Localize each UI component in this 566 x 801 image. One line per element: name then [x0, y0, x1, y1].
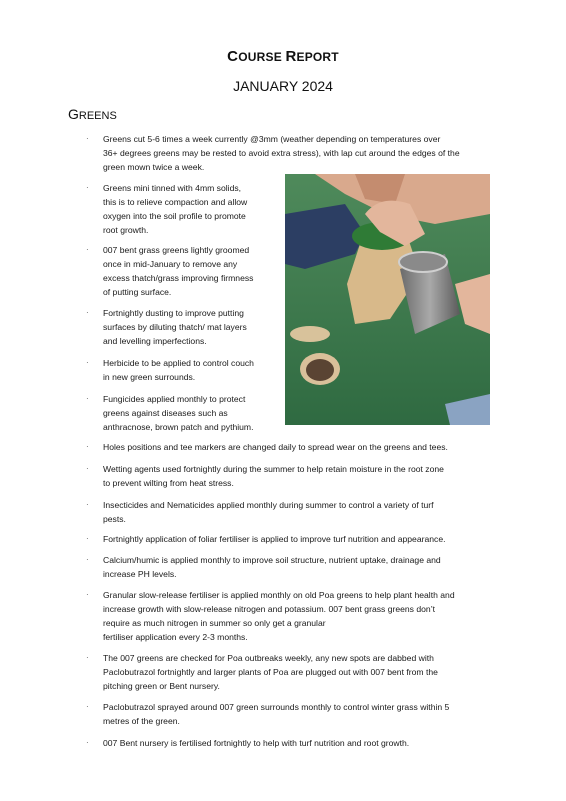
list-item-line: Granular slow-release fertiliser is applied monthly on old Poa greens to help plant health and	[103, 590, 455, 600]
bullet-marker: ·	[86, 245, 89, 254]
bullet-marker: ·	[86, 590, 89, 599]
greens-list-item	[103, 306, 247, 348]
list-item-line: and levelling imperfections.	[103, 336, 207, 346]
list-item-line: Fungicides applied monthly to protect	[103, 394, 246, 404]
report-title	[0, 48, 566, 65]
bullet-marker: ·	[86, 702, 89, 711]
list-item-line: Herbicide to be applied to control couch	[103, 358, 254, 368]
list-item-line: excess thatch/grass improving firmness	[103, 273, 254, 283]
greens-list-item	[103, 440, 448, 454]
greens-list-item	[103, 181, 247, 237]
list-item-line: Insecticides and Nematicides applied monthly during summer to control a variety of turf	[103, 500, 434, 510]
greens-list-item	[103, 736, 409, 750]
list-item-line: anthracnose, brown patch and pythium.	[103, 422, 254, 432]
list-item-line: Fortnightly dusting to improve putting	[103, 308, 244, 318]
title-initial-c: C	[227, 48, 239, 65]
greens-list-item	[103, 132, 460, 174]
section-heading-greens	[68, 106, 117, 122]
greens-list-item	[103, 462, 444, 490]
greens-list-item	[103, 392, 253, 434]
bullet-marker: ·	[86, 555, 89, 564]
list-item-line: once in mid-January to remove any	[103, 259, 238, 269]
list-item-line: pitching green or Bent nursery.	[103, 681, 220, 691]
greens-list-item	[103, 651, 438, 693]
title-rest-ourse: OURSE	[238, 50, 286, 64]
list-item-line: 36+ degrees greens may be rested to avoid extra stress), with lap cut around the edges of the	[103, 148, 460, 158]
turf-hole-cutter-photo	[285, 174, 490, 425]
list-item-line: Paclobutrazol sprayed around 007 green surrounds monthly to control winter grass within 5	[103, 702, 450, 712]
bullet-marker: ·	[86, 183, 89, 192]
list-item-line: increase growth with slow-release nitrogen and potassium. 007 bent grass greens don’t	[103, 604, 436, 614]
list-item-line: green mown twice a week.	[103, 162, 205, 172]
list-item-line: metres of the green.	[103, 716, 180, 726]
section-rest: REENS	[78, 110, 117, 122]
list-item-line: greens against diseases such as	[103, 408, 228, 418]
list-item-line: root growth.	[103, 225, 149, 235]
report-subtitle: JANUARY 2024	[233, 78, 333, 94]
bullet-marker: ·	[86, 358, 89, 367]
list-item-line: in new green surrounds.	[103, 372, 196, 382]
greens-list-item	[103, 243, 253, 299]
section-initial: G	[68, 106, 79, 122]
bullet-marker: ·	[86, 738, 89, 747]
list-item-line: to prevent wilting from heat stress.	[103, 478, 234, 488]
bullet-marker: ·	[86, 500, 89, 509]
list-item-line: fertiliser application every 2-3 months.	[103, 632, 248, 642]
list-item-line: this is to relieve compaction and allow	[103, 197, 248, 207]
bullet-marker: ·	[86, 442, 89, 451]
list-item-line: Holes positions and tee markers are changed daily to spread wear on the greens and tees.	[103, 442, 448, 452]
list-item-line: Greens cut 5-6 times a week currently @3mm (weather depending on temperatures over	[103, 134, 441, 144]
photo-illustration	[285, 174, 490, 425]
list-item-line: Calcium/humic is applied monthly to improve soil structure, nutrient uptake, drainage and	[103, 555, 441, 565]
list-item-line: Fortnightly application of foliar fertiliser is applied to improve turf nutrition and appearance.	[103, 534, 446, 544]
greens-list-item	[103, 700, 449, 728]
list-item-line: Wetting agents used fortnightly during the summer to help retain moisture in the root zone	[103, 464, 444, 474]
list-item-line: require as much nitrogen in summer so only get a granular	[103, 618, 326, 628]
list-item-line: increase PH levels.	[103, 569, 177, 579]
greens-list-item	[103, 588, 455, 644]
greens-list-item	[103, 356, 254, 384]
greens-list-item	[103, 553, 441, 581]
greens-list-item	[103, 498, 434, 526]
list-item-line: of putting surface.	[103, 287, 172, 297]
title-rest-eport: EPORT	[296, 50, 339, 64]
bullet-marker: ·	[86, 308, 89, 317]
bullet-marker: ·	[86, 394, 89, 403]
list-item-line: Greens mini tinned with 4mm solids,	[103, 183, 242, 193]
bullet-marker: ·	[86, 464, 89, 473]
list-item-line: The 007 greens are checked for Poa outbreaks weekly, any new spots are dabbed with	[103, 653, 434, 663]
title-initial-r: R	[285, 48, 297, 65]
list-item-line: 007 bent grass greens lightly groomed	[103, 245, 250, 255]
list-item-line: 007 Bent nursery is fertilised fortnightly to help with turf nutrition and root growth.	[103, 738, 410, 748]
list-item-line: Paclobutrazol fortnightly and larger plants of Poa are plugged out with 007 bent from the	[103, 667, 438, 677]
bullet-marker: ·	[86, 534, 89, 543]
bullet-marker: ·	[86, 653, 89, 662]
list-item-line: oxygen into the soil profile to promote	[103, 211, 246, 221]
list-item-line: pests.	[103, 514, 126, 524]
bullet-marker: ·	[86, 134, 89, 143]
greens-list-item	[103, 532, 446, 546]
list-item-line: surfaces by diluting thatch/ mat layers	[103, 322, 247, 332]
